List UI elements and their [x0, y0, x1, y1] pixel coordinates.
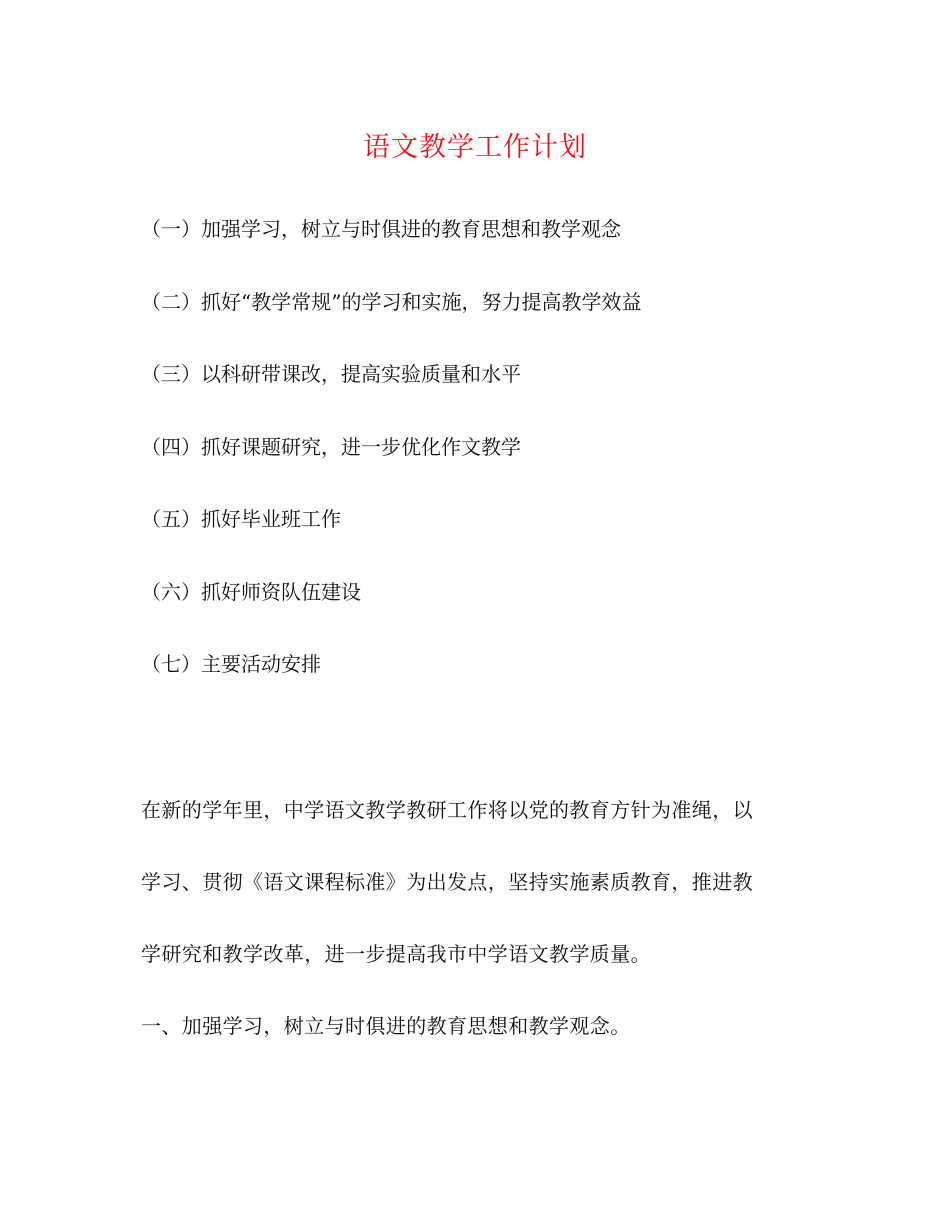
body-line-3: 学研究和教学改革，进一步提高我市中学语文教学质量。 [141, 942, 651, 966]
outline-item-2: （二）抓好“教学常规”的学习和实施，努力提高教学效益 [141, 289, 642, 314]
document-title: 语文教学工作计划 [363, 132, 587, 163]
outline-item-4: （四）抓好课题研究，进一步优化作文教学 [141, 434, 521, 459]
section-heading-1: 一、加强学习，树立与时俱进的教育思想和教学观念。 [141, 1014, 631, 1038]
outline-item-7: （七）主要活动安排 [141, 652, 321, 676]
outline-item-6: （六）抓好师资队伍建设 [141, 579, 361, 604]
body-line-2: 学习、贯彻《语文课程标准》为出发点，坚持实施素质教育，推进教 [141, 870, 753, 894]
body-line-1: 在新的学年里，中学语文教学教研工作将以党的教育方针为准绳，以 [141, 798, 753, 822]
outline-item-1: （一）加强学习，树立与时俱进的教育思想和教学观念 [141, 217, 621, 241]
outline-item-3: （三）以科研带课改，提高实验质量和水平 [141, 362, 521, 386]
outline-list [141, 214, 821, 722]
body-paragraph [141, 795, 801, 1083]
outline-item-5: （五）抓好毕业班工作 [141, 507, 341, 531]
